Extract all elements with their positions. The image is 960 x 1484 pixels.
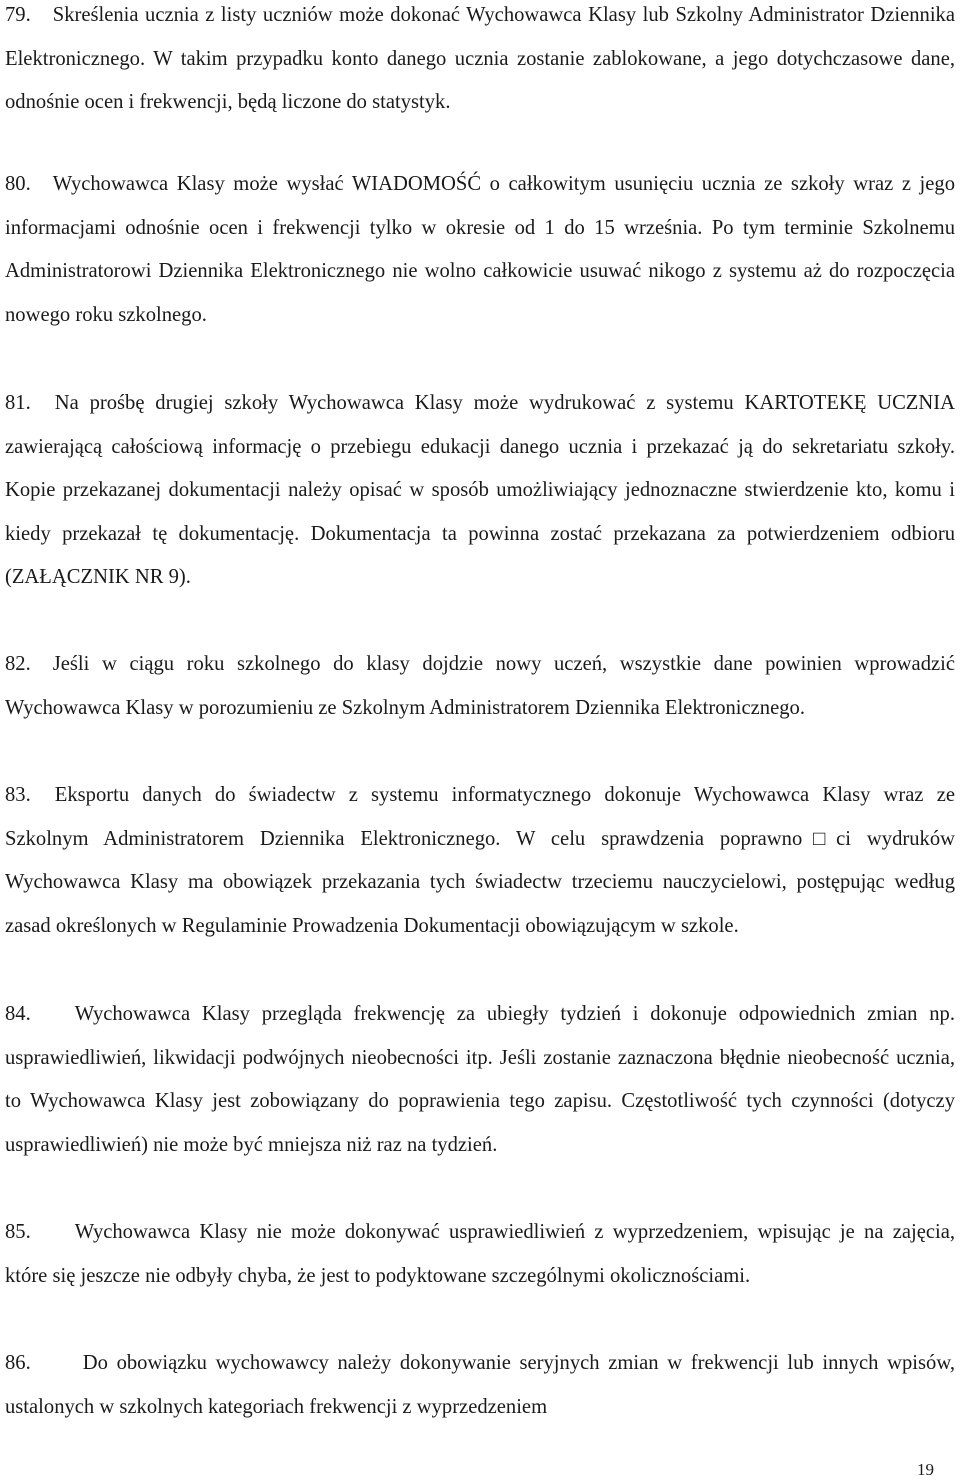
paragraph-82 xyxy=(5,643,955,730)
page-number: 19 xyxy=(917,1460,934,1479)
paragraph-85 xyxy=(5,1211,955,1298)
paragraph-number: 80. xyxy=(5,173,31,195)
paragraph-text: Wychowawca Klasy nie może dokonywać usprawiedliwień z wyprzedzeniem, wpisując je na zajęcia, które się jeszcze nie odbyły chyba, że jest to podyktowane szczególnymi okolicznościami. xyxy=(5,1221,955,1287)
paragraph-86 xyxy=(5,1342,955,1429)
paragraph-number: 81. xyxy=(5,392,31,414)
paragraph-number: 79. xyxy=(5,4,31,26)
paragraph-text: Skreślenia ucznia z listy uczniów może dokonać Wychowawca Klasy lub Szkolny Administrator Dziennika Elektronicznego. W takim przypadku konto danego ucznia zostanie zablokowane, a jego dotychczasowe dane, odnośnie ocen i frekwencji, będą liczone do statystyk. xyxy=(5,4,955,114)
paragraph-number: 83. xyxy=(5,784,31,806)
paragraph-text: Do obowiązku wychowawcy należy dokonywanie seryjnych zmian w frekwencji lub innych wpisów, ustalonych w szkolnych kategoriach frekwencji z wyprzedzeniem xyxy=(5,1352,955,1418)
paragraph-text: Eksportu danych do świadectw z systemu informatycznego dokonuje Wychowawca Klasy wraz ze Szkolnym Administratorem Dziennika Elektronicznego. W celu sprawdzenia poprawno□ci wydruków Wychowawca Klasy ma obowiązek przekazania tych świadectw trzeciemu nauczycielowi, postępując według zasad określonych w Regulaminie Prowadzenia Dokumentacji obowiązującym w szkole. xyxy=(5,784,955,937)
paragraph-number: 82. xyxy=(5,653,31,675)
paragraph-number: 85. xyxy=(5,1221,31,1243)
paragraph-text: Wychowawca Klasy przegląda frekwencję za ubiegły tydzień i dokonuje odpowiednich zmian np. usprawiedliwień, likwidacji podwójnych nieobecności itp. Jeśli zostanie zaznaczona błędnie nieobecność ucznia, to Wychowawca Klasy jest zobowiązany do poprawienia tego zapisu. Częstotliwość tych czynności (dotyczy usprawiedliwień) nie może być mniejsza niż raz na tydzień. xyxy=(5,1003,955,1156)
paragraph-79 xyxy=(5,0,955,125)
paragraph-80 xyxy=(5,163,955,337)
paragraph-text: Wychowawca Klasy może wysłać WIADOMOŚĆ o całkowitym usunięciu ucznia ze szkoły wraz z jego informacjami odnośnie ocen i frekwencji tylko w okresie od 1 do 15 września. Po tym terminie Szkolnemu Administratorowi Dziennika Elektronicznego nie wolno całkowicie usuwać nikogo z systemu aż do rozpoczęcia nowego roku szkolnego. xyxy=(5,173,955,326)
paragraph-text: Na prośbę drugiej szkoły Wychowawca Klasy może wydrukować z systemu KARTOTEKĘ UCZNIA zawierającą całościową informację o przebiegu edukacji danego ucznia i przekazać ją do sekretariatu szkoły. Kopie przekazanej dokumentacji należy opisać w sposób umożliwiający jednoznaczne stwierdzenie kto, komu i kiedy przekazał tę dokumentację. Dokumentacja ta powinna zostać przekazana za potwierdzeniem odbioru (ZAŁĄCZNIK NR 9). xyxy=(5,392,955,589)
paragraph-number: 84. xyxy=(5,1003,31,1025)
paragraph-text: Jeśli w ciągu roku szkolnego do klasy dojdzie nowy uczeń, wszystkie dane powinien wprowadzić Wychowawca Klasy w porozumieniu ze Szkolnym Administratorem Dziennika Elektronicznego. xyxy=(5,653,955,719)
paragraph-81 xyxy=(5,382,955,600)
paragraph-83 xyxy=(5,774,955,948)
paragraph-84 xyxy=(5,993,955,1167)
paragraph-number: 86. xyxy=(5,1352,31,1374)
